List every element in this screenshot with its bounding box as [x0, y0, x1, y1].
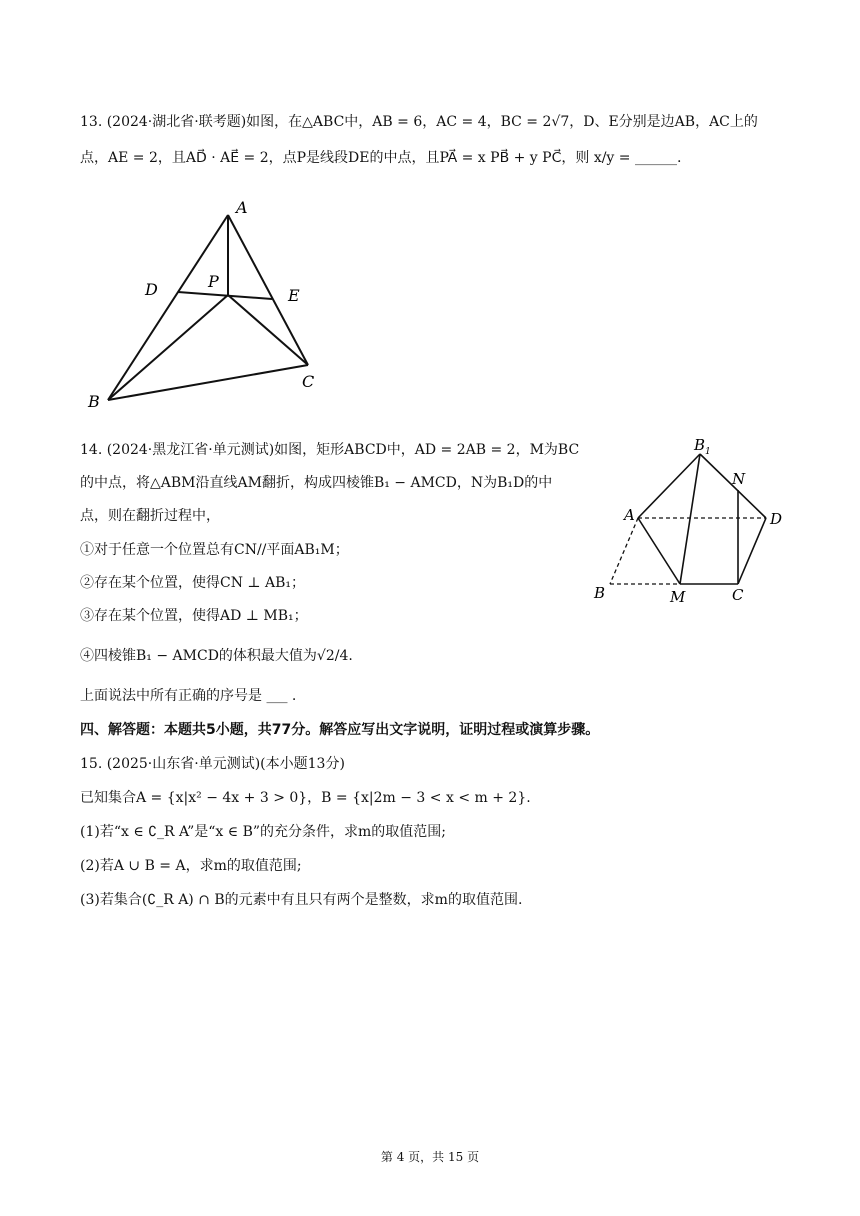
q15-part-1: (1)若“x ∈ ∁_R A”是“x ∈ B”的充分条件，求m的取值范围; — [80, 824, 447, 840]
q15-part-2: (2)若A ∪ B = A，求m的取值范围; — [80, 858, 302, 874]
label-M: M — [670, 588, 686, 602]
pyramid-figure — [590, 432, 790, 602]
label-B2: B — [594, 584, 606, 602]
section-4-heading: 四、解答题：本题共5小题，共77分。解答应写出文字说明，证明过程或演算步骤。 — [80, 722, 600, 738]
q14-line2: 的中点，将△ABM沿直线AM翻折，构成四棱锥B₁ − AMCD，N为B₁D的中 — [80, 475, 553, 491]
q14-option-3: ③存在某个位置，使得AD ⊥ MB₁； — [80, 608, 308, 624]
q14-option-1: ①对于任意一个位置总有CN//平面AB₁M； — [80, 542, 349, 558]
label-B: B — [88, 392, 100, 411]
q13-line1: 13. (2024·湖北省·联考题)如图，在△ABC中，AB = 6，AC = 4，BC = 2√7，D、E分别是边AB，AC上的 — [80, 114, 758, 130]
q14-option-2: ②存在某个位置，使得CN ⊥ AB₁； — [80, 575, 306, 591]
label-C2: C — [732, 586, 744, 602]
label-D: D — [145, 280, 158, 299]
label-N: N — [732, 470, 746, 488]
q14-ask: 上面说法中所有正确的序号是 ___ . — [80, 688, 297, 704]
label-B1: $B_1$ — [694, 436, 711, 457]
label-P: P — [208, 272, 219, 291]
label-C: C — [302, 372, 315, 391]
label-D2: D — [770, 510, 783, 528]
q14-option-4: ④四棱锥B₁ − AMCD的体积最大值为√2/4. — [80, 648, 353, 664]
triangle-figure — [80, 195, 340, 415]
q15-part-3: (3)若集合(∁_R A) ∩ B的元素中有且只有两个是整数，求m的取值范围. — [80, 892, 523, 908]
q15-head: 15. (2025·山东省·单元测试)(本小题13分) — [80, 756, 345, 772]
q13-line2: 点，AE = 2，且AD⃗ · AE⃗ = 2，点P是线段DE的中点，且PA⃗ = x PB⃗ + y PC⃗，则 x/y = ______. — [80, 150, 682, 166]
q15-given: 已知集合A = {x|x² − 4x + 3 > 0}，B = {x|2m − 3 < x < m + 2}. — [80, 790, 531, 806]
label-A2: A — [624, 506, 635, 524]
label-E: E — [288, 286, 300, 305]
q14-line3: 点，则在翻折过程中， — [80, 508, 220, 524]
page-footer: 第 4 页，共 15 页 — [380, 1150, 480, 1164]
label-A: A — [236, 198, 248, 217]
q14-line1: 14. (2024·黑龙江省·单元测试)如图，矩形ABCD中，AD = 2AB = 2，M为BC — [80, 442, 580, 458]
